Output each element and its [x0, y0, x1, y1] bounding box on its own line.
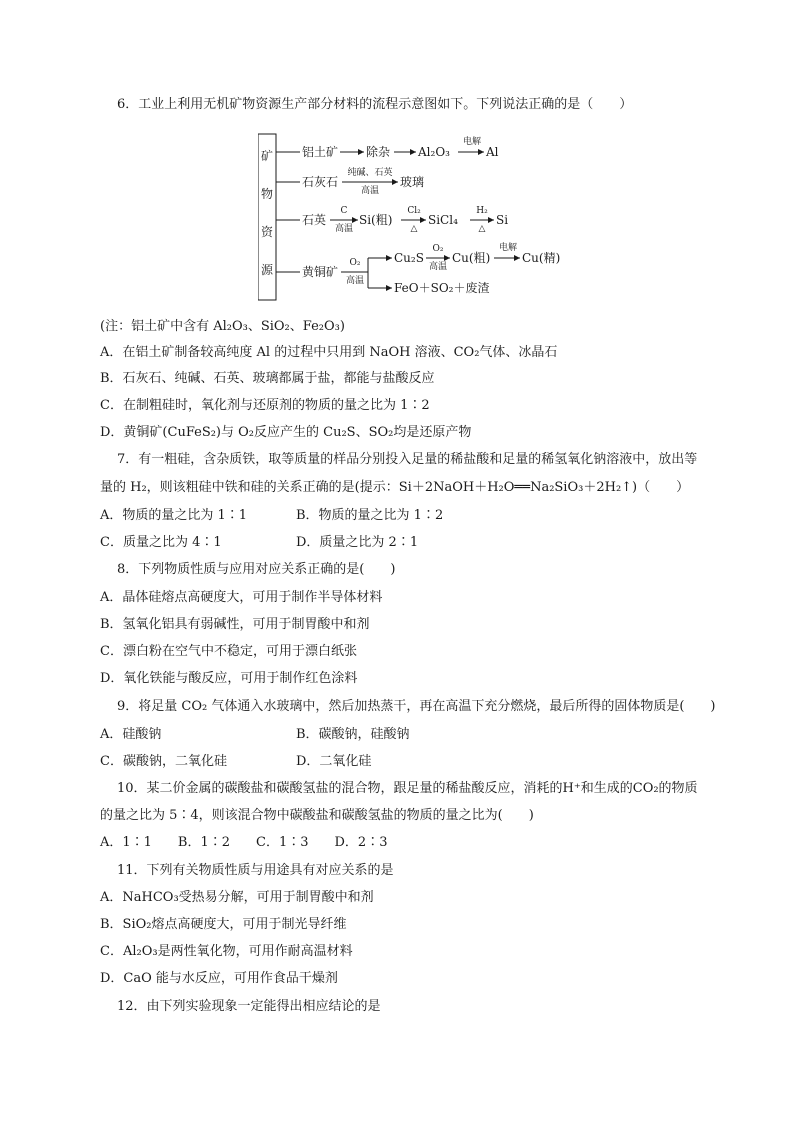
q8-option-a: A．晶体硅熔点高硬度大，可用于制作半导体材料	[100, 590, 383, 605]
row3-sicl4: SiCl₄	[428, 213, 458, 227]
row4-crude-cu: Cu(粗)	[452, 251, 491, 265]
flow-diagram	[258, 132, 578, 302]
q11-option-a: A．NaHCO₃受热易分解，可用于制胃酸中和剂	[100, 890, 374, 905]
q8-option-d: D．氧化铁能与酸反应，可用于制作红色涂料	[100, 671, 358, 686]
row3-crude-si: Si(粗)	[359, 213, 393, 227]
q11-option-b: B．SiO₂熔点高硬度大，可用于制光导纤维	[100, 917, 347, 932]
q7-option-a: A．物质的量之比为 1∶1	[100, 508, 248, 523]
row3-c2-bottom: △	[410, 224, 418, 234]
q9-option-a: A．硅酸钠	[100, 727, 162, 742]
row4-c2-bottom: 高温	[428, 262, 448, 272]
q6-note: (注：铝土矿中含有 Al₂O₃、SiO₂、Fe₂O₃)	[100, 319, 345, 334]
q11-stem: 11．下列有关物质性质与用途具有对应关系的是	[117, 863, 394, 878]
q11-option-c: C．Al₂O₃是两性氧化物，可用作耐高温材料	[100, 944, 353, 959]
row2-cond-bottom: 高温	[360, 186, 380, 196]
row1-purify: 除杂	[366, 145, 391, 159]
q12-stem: 12．由下列实验现象一定能得出相应结论的是	[117, 999, 381, 1014]
q9-stem: 9．将足量 CO₂ 气体通入水玻璃中，然后加热蒸干，再在高温下充分燃烧，最后所得的固体物质是( )	[117, 699, 716, 714]
q6-stem: 6．工业上利用无机矿物资源生产部分材料的流程示意图如下。下列说法正确的是（ ）	[117, 97, 633, 112]
q8-stem: 8．下列物质性质与应用对应关系正确的是( )	[117, 562, 396, 577]
q7-option-c: C．质量之比为 4∶1	[100, 535, 222, 550]
q6-option-d: D．黄铜矿(CuFeS₂)与 O₂反应产生的 Cu₂S、SO₂均是还原产物	[100, 425, 472, 440]
box-char: 矿	[260, 149, 274, 163]
row1-alumina: Al₂O₃	[418, 145, 450, 159]
row3-c3-top: H₂	[476, 206, 488, 216]
row1-bauxite: 铝土矿	[302, 145, 339, 159]
row4-cu2s: Cu₂S	[394, 251, 424, 265]
q9-option-d: D．二氧化硅	[296, 754, 372, 769]
row3-quartz: 石英	[302, 213, 327, 227]
row3-c1-bottom: 高温	[334, 224, 354, 234]
row4-c3-top: 电解	[498, 243, 518, 253]
q7-stem-line1: 7．有一粗硅，含杂质铁，取等质量的样品分别投入足量的稀盐酸和足量的稀氢氧化钠溶液中，放出等	[117, 452, 698, 467]
q7-stem-line2: 量的 H₂，则该粗硅中铁和硅的关系正确的是(提示：Si＋2NaOH＋H₂O══Na₂SiO₃＋2H₂↑)（ ）	[100, 480, 690, 495]
q6-option-a: A．在铝土矿制备较高纯度 Al 的过程中只用到 NaOH 溶液、CO₂气体、冰晶石	[100, 345, 558, 360]
q8-option-c: C．漂白粉在空气中不稳定，可用于漂白纸张	[100, 644, 357, 659]
row3-c2-top: Cl₂	[407, 206, 421, 216]
row2-glass: 玻璃	[400, 175, 425, 189]
row3-c3-bottom: △	[478, 224, 486, 234]
q7-option-d: D．质量之比为 2∶1	[296, 535, 419, 550]
q7-option-b: B．物质的量之比为 1∶2	[296, 508, 444, 523]
row3-c1-top: C	[340, 206, 348, 216]
q10-stem-line2: 的量之比为 5∶4，则该混合物中碳酸盐和碳酸氢盐的物质的量之比为( )	[100, 808, 534, 823]
box-char: 资	[260, 225, 274, 239]
q9-option-c: C．碳酸钠，二氧化硅	[100, 754, 227, 769]
row4-chalcopyrite: 黄铜矿	[302, 265, 339, 279]
row4-c2-top: O₂	[432, 244, 444, 254]
q10-stem-line1: 10．某二价金属的碳酸盐和碳酸氢盐的混合物，跟足量的稀盐酸反应，消耗的H⁺和生成的CO₂的物质	[117, 781, 698, 796]
row3-si: Si	[496, 213, 509, 227]
box-char: 源	[260, 263, 274, 277]
q10-options: A．1∶1 B．1∶2 C．1∶3 D．2∶3	[100, 835, 388, 850]
box-char: 物	[260, 187, 274, 201]
q6-option-b: B．石灰石、纯碱、石英、玻璃都属于盐，都能与盐酸反应	[100, 371, 435, 386]
row4-c1-bottom: 高温	[345, 276, 365, 286]
row2-limestone: 石灰石	[302, 175, 339, 189]
row4-refined-cu: Cu(精)	[522, 251, 561, 265]
row1-cond: 电解	[462, 137, 482, 147]
row2-cond-top: 纯碱、石英	[347, 168, 393, 178]
row1-al: Al	[486, 145, 499, 159]
q8-option-b: B．氢氧化铝具有弱碱性，可用于制胃酸中和剂	[100, 617, 370, 632]
q9-option-b: B．碳酸钠，硅酸钠	[296, 727, 410, 742]
row4-c1-top: O₂	[349, 258, 361, 268]
q11-option-d: D．CaO 能与水反应，可用作食品干燥剂	[100, 971, 338, 986]
row4-byproducts: FeO＋SO₂＋废渣	[394, 281, 490, 295]
q6-option-c: C．在制粗硅时，氧化剂与还原剂的物质的量之比为 1∶2	[100, 398, 430, 413]
